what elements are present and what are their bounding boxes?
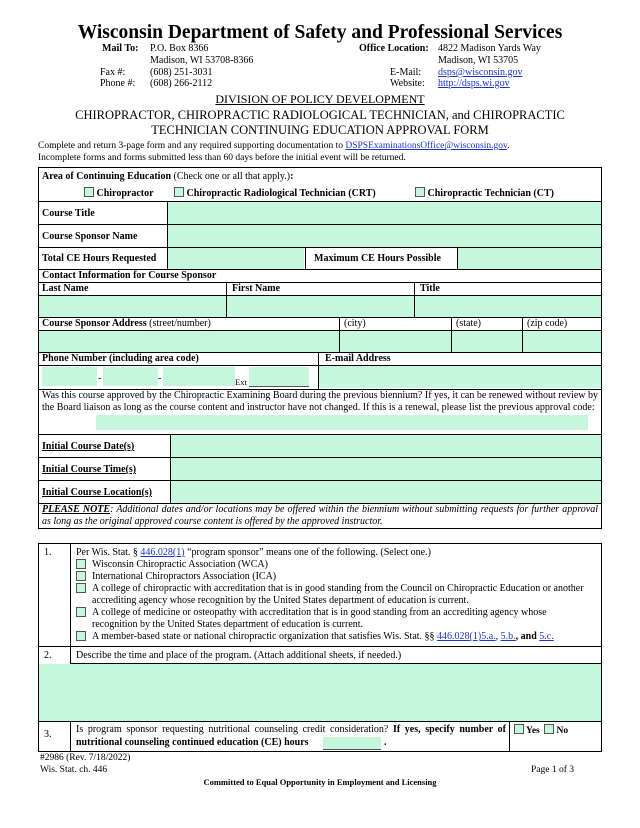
q3-yes-option[interactable] <box>514 724 568 736</box>
email-address-label: E-mail Address <box>325 353 391 364</box>
q3-number: 3. <box>44 729 52 740</box>
website-label: Website: <box>390 78 425 89</box>
checkbox-chiropractor[interactable] <box>84 187 94 197</box>
form-title-line2: TECHNICIAN CONTINUING EDUCATION APPROVAL FORM <box>151 123 489 137</box>
max-ce-hours-input[interactable] <box>458 248 601 269</box>
statute-link-5b[interactable]: 5.b. <box>500 631 516 642</box>
initial-dates-label: Initial Course Date(s) <box>42 441 135 452</box>
state-input[interactable] <box>452 331 522 352</box>
intro-text: Complete and return 3-page form and any required supporting documentation to <box>38 141 346 151</box>
fax-number: (608) 251-3031 <box>150 67 213 78</box>
checkbox-crt[interactable] <box>174 187 184 197</box>
form-number: #2986 (Rev. 7/18/2022) <box>40 753 131 763</box>
intro-period: . <box>507 141 510 151</box>
title-label: Title <box>420 283 440 294</box>
equal-opportunity: Committed to Equal Opportunity in Employment and Licensing <box>203 777 437 787</box>
q1-number: 1. <box>44 547 52 558</box>
initial-dates-input[interactable] <box>171 435 601 457</box>
phone-label: Phone #: <box>100 78 136 89</box>
checkbox-college-chiropractic[interactable] <box>76 583 86 593</box>
email-label: E-Mail: <box>390 67 422 78</box>
q2-text: Describe the time and place of the program. (Attach additional sheets, if needed.) <box>76 650 402 661</box>
area-label: Area of Continuing Education <box>42 171 172 182</box>
q1-option-college-med-label: A college of medicine or osteopathy with accreditation that is in good standing from an accrediting agency whose recognition by the United States department of education is current. <box>92 607 547 630</box>
statute-link-5c[interactable]: 5.c. <box>539 631 554 642</box>
intro-line2: Incomplete forms and forms submitted less than 60 days before the initial event will be returned. <box>38 153 406 163</box>
first-name-input[interactable] <box>227 296 414 317</box>
no-label: No <box>556 726 569 736</box>
q3-bold-text: If yes, specify number of nutritional counseling continued education (CE) hours <box>76 724 506 748</box>
q3-text <box>76 724 506 749</box>
yes-label: Yes <box>526 726 540 736</box>
q1-last-prefix: A member-based state or national chiropractic organization that satisfies Wis. Stat. §§ <box>92 631 438 642</box>
city-input[interactable] <box>340 331 451 352</box>
last-name-input[interactable] <box>39 296 226 317</box>
q1-text <box>76 547 431 558</box>
q1-option-wca-label: Wisconsin Chiropractic Association (WCA) <box>92 559 268 570</box>
last-name-label: Last Name <box>42 283 89 294</box>
initial-locations-label: Initial Course Location(s) <box>42 487 152 498</box>
checkbox-no[interactable] <box>544 724 554 734</box>
division-title: DIVISION OF POLICY DEVELOPMENT <box>215 92 425 106</box>
phone-ext-label: Ext <box>235 377 247 387</box>
q1-option-ica[interactable] <box>76 571 86 583</box>
area-heading <box>42 171 293 182</box>
total-ce-hours-label: Total CE Hours Requested <box>42 253 157 264</box>
sponsor-address-note: (street/number) <box>146 318 211 329</box>
initial-times-input[interactable] <box>171 458 601 480</box>
please-note <box>42 504 598 529</box>
sponsor-address-heading <box>42 318 211 329</box>
checkbox-ct[interactable] <box>415 187 425 197</box>
sponsor-address-label: Course Sponsor Address <box>42 318 147 329</box>
area-option-chiropractor[interactable] <box>84 187 154 199</box>
q2-number: 2. <box>44 650 52 661</box>
city-label: (city) <box>344 318 366 329</box>
area-option-crt[interactable] <box>174 187 376 199</box>
q1-option-member-org[interactable] <box>76 631 86 643</box>
street-input[interactable] <box>39 331 339 352</box>
checkbox-ica[interactable] <box>76 571 86 581</box>
contact-info-label: Contact Information for Course Sponsor <box>42 270 217 281</box>
q3-period: . <box>384 737 387 748</box>
q3-hours-input[interactable] <box>323 737 381 750</box>
zip-label: (zip code) <box>527 318 568 329</box>
website-link[interactable]: http://dsps.wi.gov <box>438 78 510 89</box>
phone-ext-input[interactable] <box>249 367 309 387</box>
q1-option-wca[interactable] <box>76 559 86 571</box>
checkbox-member-organization[interactable] <box>76 631 86 641</box>
statute-reference: Wis. Stat. ch. 446 <box>40 765 108 775</box>
intro-line1 <box>38 141 510 151</box>
initial-locations-input[interactable] <box>171 481 601 503</box>
total-ce-hours-input[interactable] <box>168 248 304 269</box>
checkbox-college-medicine[interactable] <box>76 607 86 617</box>
q1-comma: , <box>495 631 501 642</box>
approval-code-input[interactable] <box>96 415 588 430</box>
q1-prefix: Per Wis. Stat. § <box>76 547 141 558</box>
course-sponsor-name-label: Course Sponsor Name <box>42 231 138 242</box>
please-note-text: : Additional dates and/or locations may be offered within the biennium without submitting requests for further approval as long as the original approved course content is offered by the approved instructor. <box>42 504 598 528</box>
q3-question: Is program sponsor requesting nutritional counseling credit consideration? <box>76 724 389 735</box>
q1-and: , and <box>515 631 540 642</box>
phone-area-code-input[interactable] <box>42 367 97 386</box>
phone-number-label: Phone Number (including area code) <box>42 353 199 364</box>
option-label: Chiropractor <box>96 188 154 199</box>
course-title-input[interactable] <box>168 202 601 224</box>
office-line2: Madison, WI 53705 <box>438 55 519 66</box>
area-option-ct[interactable] <box>415 187 554 199</box>
form-title-line1: CHIROPRACTOR, CHIROPRACTIC RADIOLOGICAL TECHNICIAN, and CHIROPRACTIC <box>75 108 565 122</box>
checkbox-yes[interactable] <box>514 724 524 734</box>
q1-statute-link[interactable]: 446.028(1) <box>140 547 185 558</box>
fax-label: Fax #: <box>100 67 126 78</box>
phone-dash-1: - <box>98 373 102 384</box>
course-title-label: Course Title <box>42 208 95 219</box>
q1-option-member-org-label <box>92 631 554 642</box>
q2-description-input[interactable] <box>39 664 601 721</box>
q1-option-ica-label: International Chiropractors Association (ICA) <box>92 571 277 582</box>
area-colon: : <box>290 171 294 182</box>
q1-suffix: “program sponsor” means one of the following. (Select one.) <box>184 547 431 558</box>
phone-line-input[interactable] <box>163 367 235 386</box>
page-number: Page 1 of 3 <box>531 765 575 775</box>
agency-title: Wisconsin Department of Safety and Professional Services <box>77 22 563 43</box>
option-label: Chiropractic Radiological Technician (CRT) <box>186 188 376 199</box>
q1-option-college-chiro[interactable] <box>76 583 86 595</box>
please-note-label: PLEASE NOTE <box>42 504 111 515</box>
q1-option-college-med[interactable] <box>76 607 86 619</box>
mail-to-label: Mail To: <box>102 43 139 54</box>
title-input[interactable] <box>415 296 601 317</box>
office-label: Office Location: <box>359 43 429 54</box>
q1-option-college-chiro-label: A college of chiropractic with accreditation that is in good standing from the Council on Chiropractic Education or another accrediting agency whose recognition by the United States department of education is current. <box>92 583 584 606</box>
course-sponsor-name-input[interactable] <box>168 225 601 247</box>
area-note: (Check one or all that apply.) <box>171 171 291 182</box>
checkbox-wca[interactable] <box>76 559 86 569</box>
phone-dash-2: - <box>158 373 162 384</box>
phone-prefix-input[interactable] <box>103 367 158 386</box>
email-link[interactable]: dsps@wisconsin.gov <box>438 67 523 78</box>
option-label: Chiropractic Technician (CT) <box>427 188 554 199</box>
zip-input[interactable] <box>523 331 601 352</box>
statute-link-5a[interactable]: 446.028(1)5.a. <box>437 631 496 642</box>
email-address-input[interactable] <box>319 366 601 388</box>
initial-times-label: Initial Course Time(s) <box>42 464 137 475</box>
max-ce-hours-label: Maximum CE Hours Possible <box>314 253 441 264</box>
office-line1: 4822 Madison Yards Way <box>438 43 541 54</box>
state-label: (state) <box>456 318 481 329</box>
mail-to-line2: Madison, WI 53708-8366 <box>150 55 254 66</box>
phone-number: (608) 266-2112 <box>150 78 213 89</box>
intro-email-link[interactable]: DSPSExaminationsOffice@wisconsin.gov <box>345 141 508 151</box>
mail-to-line1: P.O. Box 8366 <box>150 43 209 54</box>
prior-approval-text: Was this course approved by the Chiropractic Examining Board during the previous biennium? If yes, it can be renewed without review by the Board liaison as long as the course content and instructor have not changed. If this is a renewal, please list the previous approval code: <box>42 390 598 414</box>
first-name-label: First Name <box>232 283 281 294</box>
